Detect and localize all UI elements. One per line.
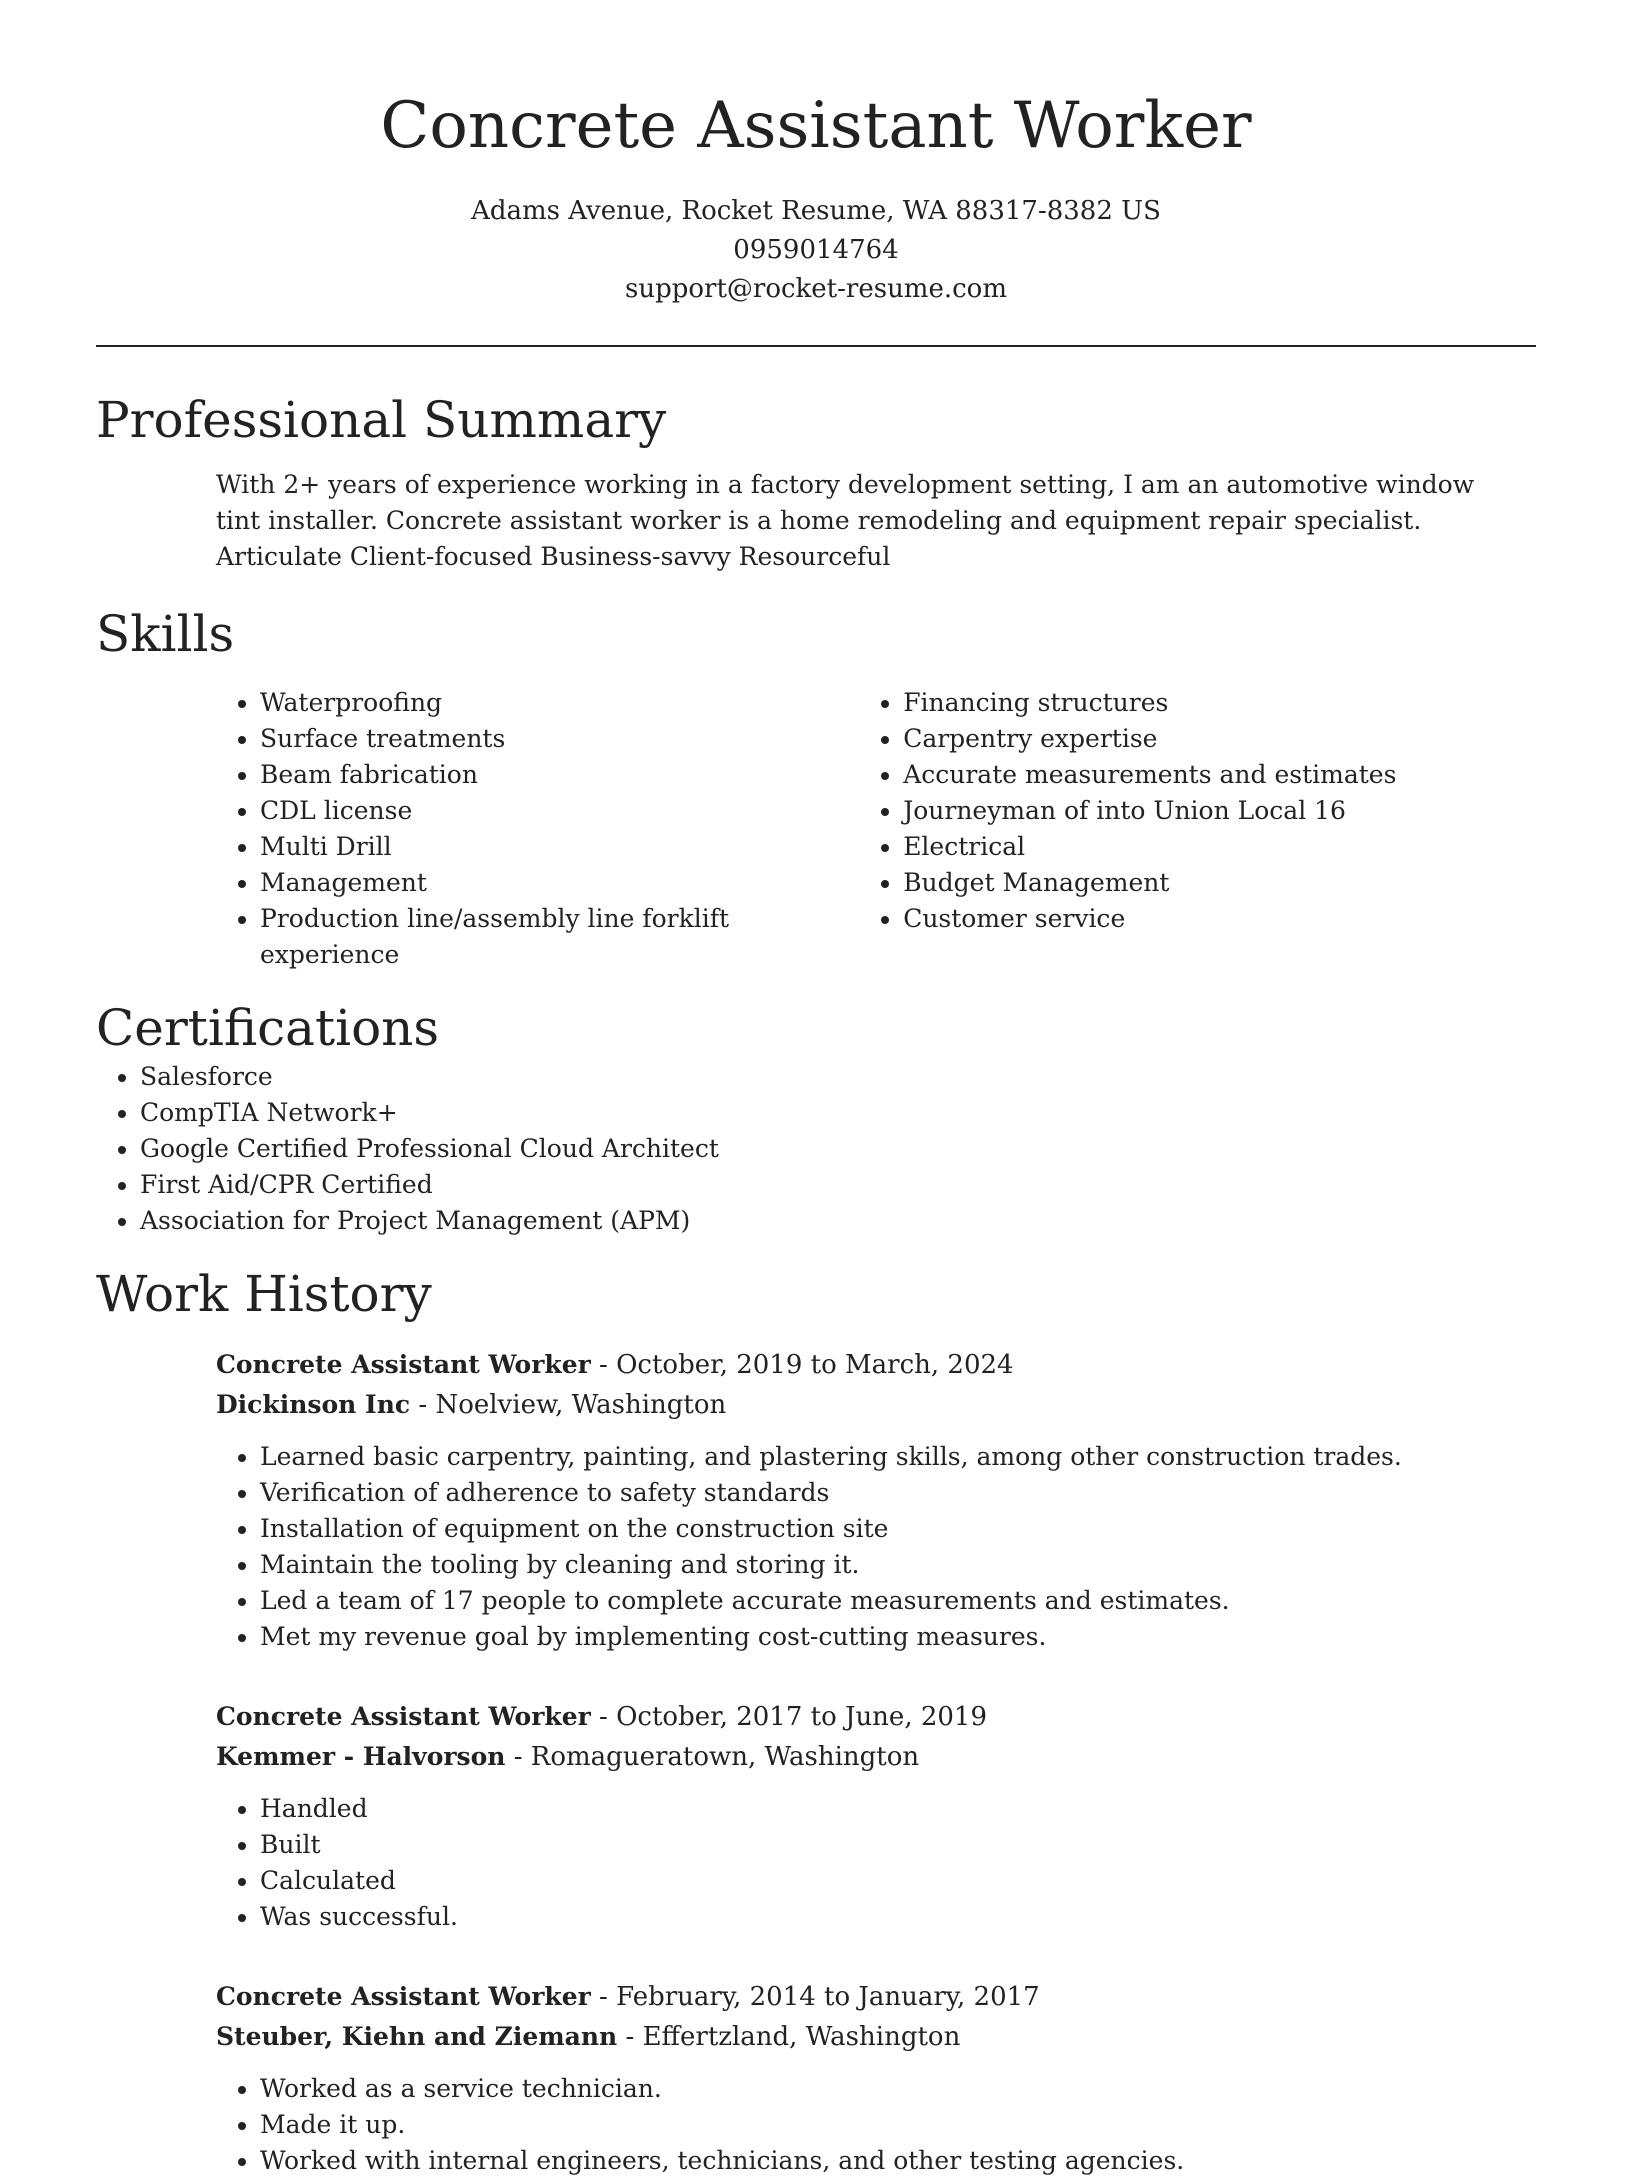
certification-item: • Salesforce xyxy=(140,1059,1536,1095)
job-entry xyxy=(216,1697,1536,1935)
summary-text: With 2+ years of experience working in a factory development setting, I am an automotive window tint installer. Concrete assistant worker is a home remodeling and equipment repair specialist. Articulate Client-focused Business-savvy Resourceful xyxy=(216,470,1475,571)
job-location: Effertzland, Washington xyxy=(642,2022,961,2052)
job-separator: - xyxy=(505,1742,531,1772)
work-history-section xyxy=(96,1263,1536,2179)
skills-grid xyxy=(216,685,1536,973)
job-bullet: • Worked with internal engineers, technicians, and other testing agencies. xyxy=(260,2143,1536,2179)
job-bullets xyxy=(216,1439,1536,1655)
job-entry xyxy=(216,1977,1536,2179)
certification-item: • CompTIA Network+ xyxy=(140,1095,1536,1131)
skills-list-left xyxy=(216,685,859,973)
job-company-line xyxy=(216,1385,1536,1425)
job-entry xyxy=(216,1345,1536,1655)
skill-item: • Journeyman of into Union Local 16 xyxy=(903,793,1536,829)
contact-phone: 0959014764 xyxy=(733,235,899,265)
job-location: Romagueratown, Washington xyxy=(530,1742,920,1772)
job-role: Concrete Assistant Worker xyxy=(216,1350,591,1379)
resume-name: Concrete Assistant Worker xyxy=(380,89,1252,163)
job-separator: - xyxy=(590,1350,617,1380)
job-title-line xyxy=(216,1697,1536,1737)
skill-item: • Customer service xyxy=(903,901,1536,937)
skills-list-right xyxy=(859,685,1536,973)
header-divider xyxy=(96,345,1536,347)
job-bullets xyxy=(216,2071,1536,2179)
contact-address: Adams Avenue, Rocket Resume, WA 88317-8382 US xyxy=(471,196,1161,226)
job-company: Steuber, Kiehn and Ziemann xyxy=(216,2022,618,2051)
certification-item: • Association for Project Management (APM) xyxy=(140,1203,1536,1239)
job-role: Concrete Assistant Worker xyxy=(216,1702,591,1731)
job-company-line xyxy=(216,2017,1536,2057)
skill-item: • Budget Management xyxy=(903,865,1536,901)
skill-item: • Management xyxy=(260,865,859,901)
skill-item: • Multi Drill xyxy=(260,829,859,865)
summary-section xyxy=(96,389,1536,575)
skills-section xyxy=(96,603,1536,973)
job-bullet: • Worked as a service technician. xyxy=(260,2071,1536,2107)
job-dates: February, 2014 to January, 2017 xyxy=(616,1982,1040,2012)
skills-heading: Skills xyxy=(96,605,235,663)
job-title-line xyxy=(216,1977,1536,2017)
job-bullet: • Installation of equipment on the construction site xyxy=(260,1511,1536,1547)
job-company: Kemmer - Halvorson xyxy=(216,1742,506,1771)
skill-item: • Financing structures xyxy=(903,685,1536,721)
job-bullet: • Was successful. xyxy=(260,1899,1536,1935)
job-bullet: • Maintain the tooling by cleaning and storing it. xyxy=(260,1547,1536,1583)
job-separator: - xyxy=(617,2022,643,2052)
skill-item: • CDL license xyxy=(260,793,859,829)
job-bullet: • Made it up. xyxy=(260,2107,1536,2143)
job-bullets xyxy=(216,1791,1536,1935)
job-bullet: • Built xyxy=(260,1827,1536,1863)
job-bullet: • Met my revenue goal by implementing cost-cutting measures. xyxy=(260,1619,1536,1655)
skill-item: • Waterproofing xyxy=(260,685,859,721)
work-history-heading: Work History xyxy=(96,1265,432,1323)
skill-item: • Electrical xyxy=(903,829,1536,865)
skill-item: • Surface treatments xyxy=(260,721,859,757)
job-bullet: • Led a team of 17 people to complete accurate measurements and estimates. xyxy=(260,1583,1536,1619)
skill-item: • Production line/assembly line forklift experience xyxy=(260,901,859,973)
skill-item: • Carpentry expertise xyxy=(903,721,1536,757)
certification-item: • First Aid/CPR Certified xyxy=(140,1167,1536,1203)
skill-item: • Beam fabrication xyxy=(260,757,859,793)
contact-block xyxy=(96,192,1536,309)
certification-item: • Google Certified Professional Cloud Architect xyxy=(140,1131,1536,1167)
job-location: Noelview, Washington xyxy=(435,1390,727,1420)
resume-page xyxy=(96,0,1536,2179)
job-role: Concrete Assistant Worker xyxy=(216,1982,591,2011)
certifications-section xyxy=(96,997,1536,1239)
contact-email: support@rocket-resume.com xyxy=(624,274,1007,304)
job-dates: October, 2019 to March, 2024 xyxy=(616,1350,1014,1380)
certifications-heading: Certifications xyxy=(96,999,440,1057)
skill-item: • Accurate measurements and estimates xyxy=(903,757,1536,793)
job-title-line xyxy=(216,1345,1536,1385)
job-company: Dickinson Inc xyxy=(216,1390,411,1419)
job-bullet: • Learned basic carpentry, painting, and plastering skills, among other construction trades. xyxy=(260,1439,1536,1475)
job-dates: October, 2017 to June, 2019 xyxy=(616,1702,988,1732)
job-bullet: • Calculated xyxy=(260,1863,1536,1899)
job-bullet: • Verification of adherence to safety standards xyxy=(260,1475,1536,1511)
certifications-list xyxy=(96,1059,1536,1239)
summary-heading: Professional Summary xyxy=(96,391,667,449)
job-company-line xyxy=(216,1737,1536,1777)
job-separator: - xyxy=(590,1982,617,2012)
job-separator: - xyxy=(590,1702,617,1732)
job-separator: - xyxy=(410,1390,436,1420)
job-bullet: • Handled xyxy=(260,1791,1536,1827)
